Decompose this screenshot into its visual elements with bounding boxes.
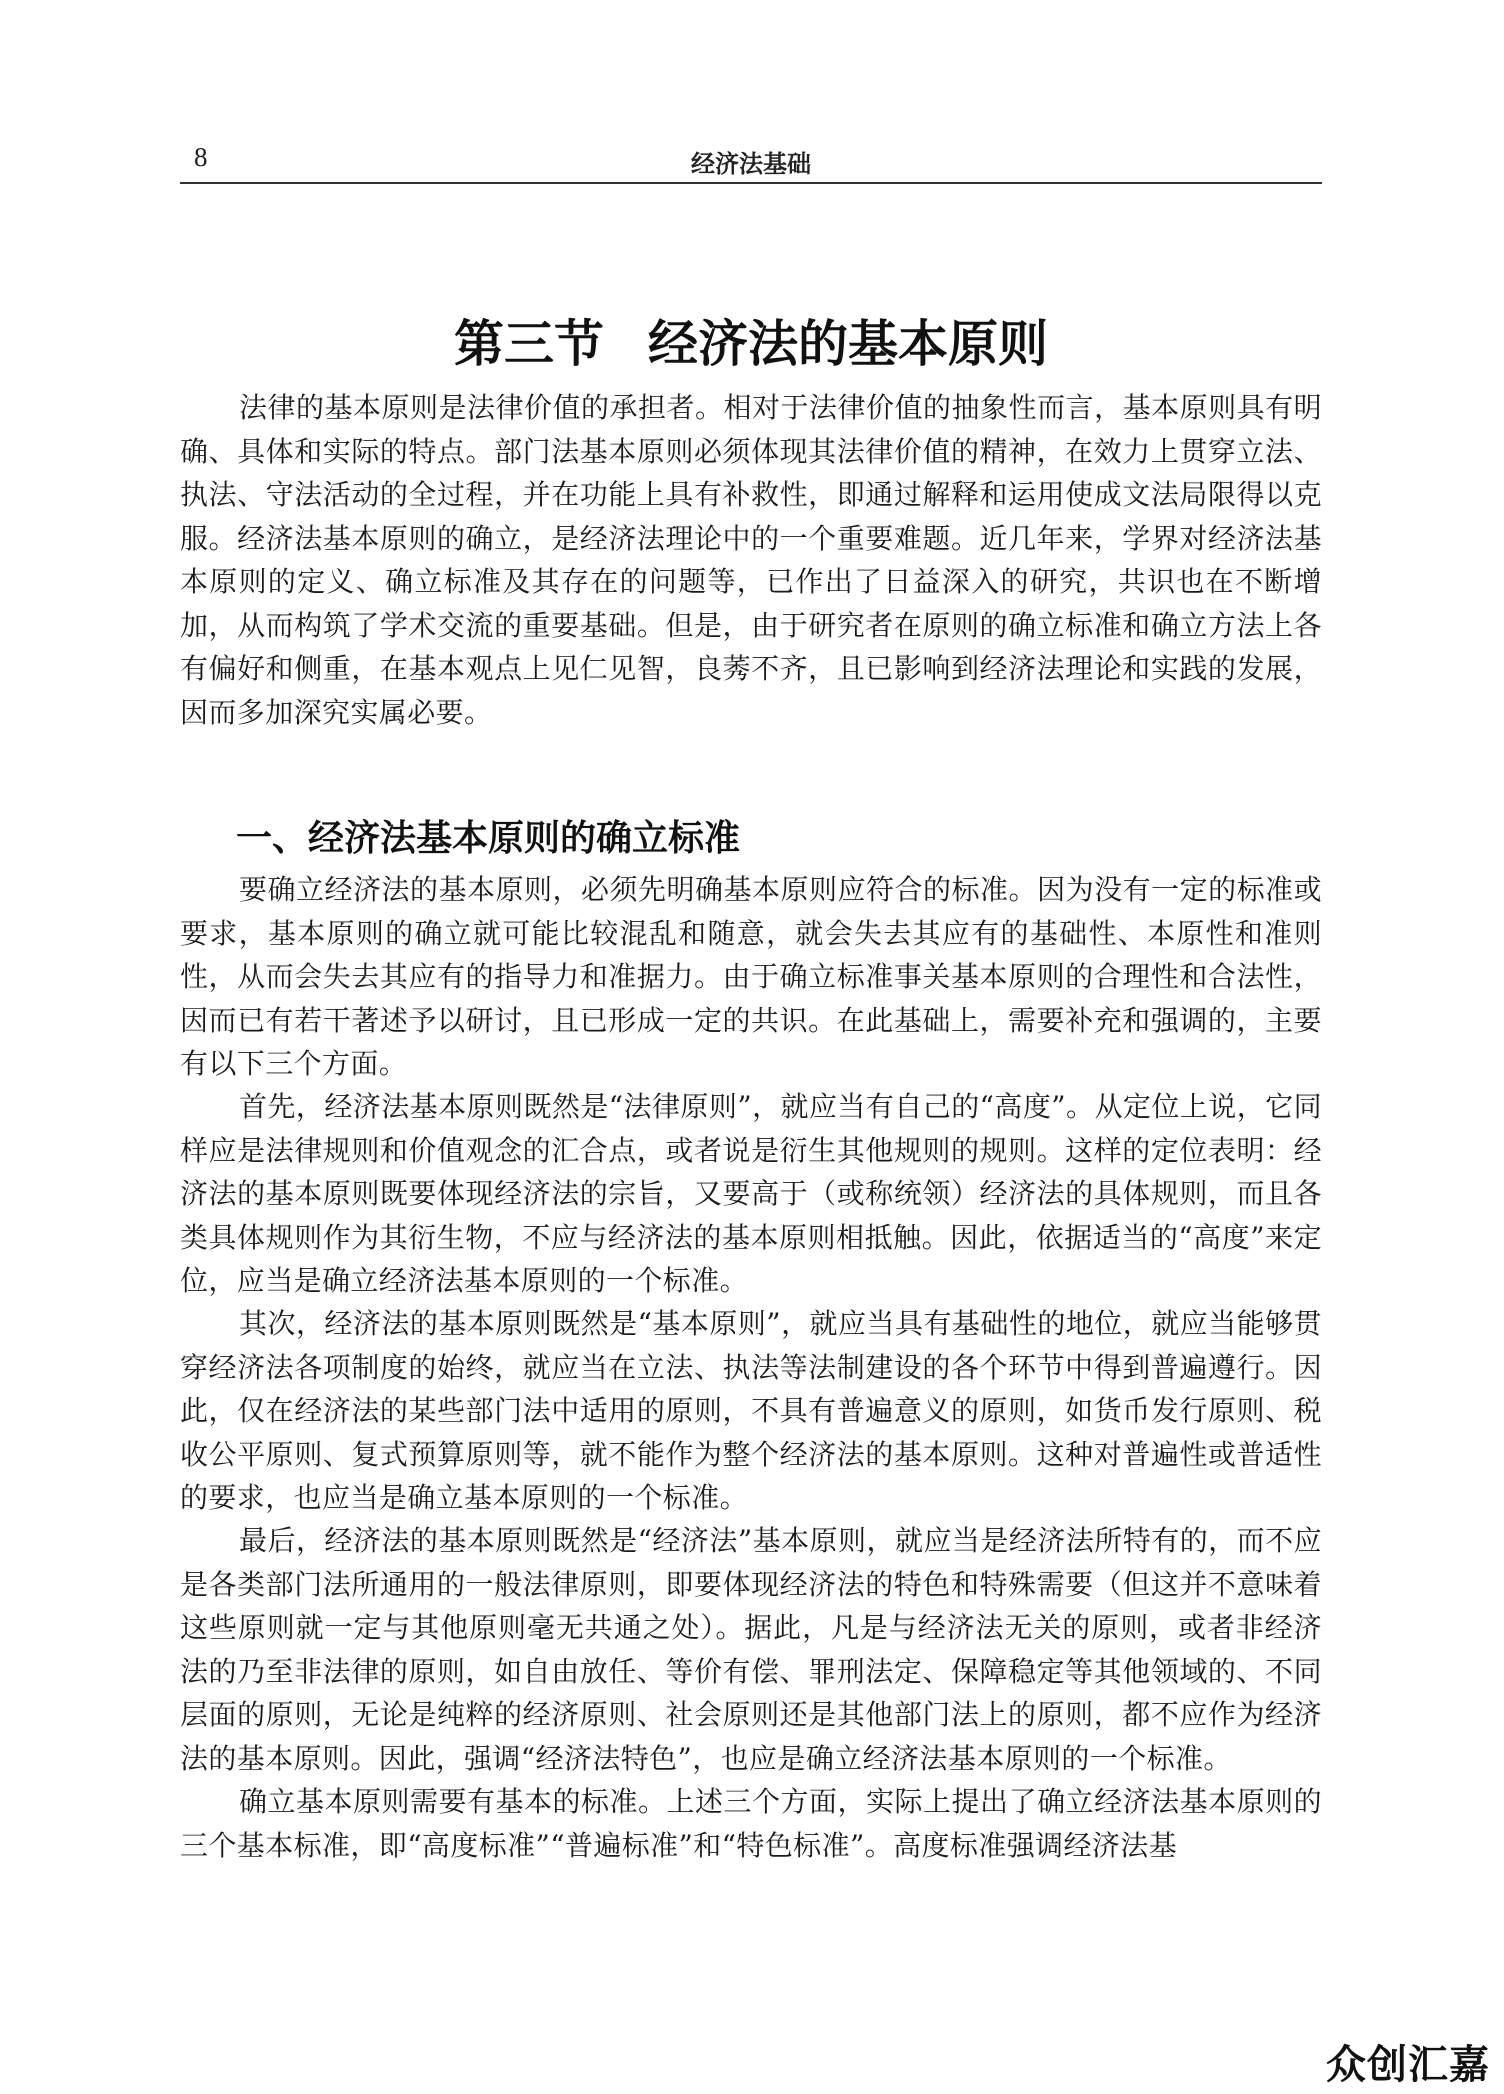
section-heading: 经济法的基本原则 xyxy=(648,313,1048,373)
running-header xyxy=(180,140,1322,184)
watermark-logo: 众创汇嘉 xyxy=(1326,2042,1490,2088)
body-paragraph-1: 要确立经济法的基本原则，必须先明确基本原则应符合的标准。因为没有一定的标准或要求，基本原则的确立就可能比较混乱和随意，就会失去其应有的基础性、本原性和准则性，从而会失去其应有的指导力和准据力。由于确立标准事关基本原则的合理性和合法性，因而已有若干著述予以研讨，且已形成一定的共识。在此基础上，需要补充和强调的，主要有以下三个方面。 xyxy=(180,873,1322,1080)
body-paragraph-4: 最后，经济法的基本原则既然是“经济法”基本原则，就应当是经济法所特有的，而不应是各类部门法所通用的一般法律原则，即要体现经济法的特色和特殊需要（但这并不意味着这些原则就一定与其他原则毫无共通之处）。据此，凡是与经济法无关的原则，或者非经济法的乃至非法律的原则，如自由放任、等价有偿、罪刑法定、保障稳定等其他领域的、不同层面的原则，无论是纯粹的经济原则、社会原则还是其他部门法上的原则，都不应作为经济法的基本原则。因此，强调“经济法特色”，也应是确立经济法基本原则的一个标准。 xyxy=(180,1524,1322,1775)
intro-paragraph: 法律的基本原则是法律价值的承担者。相对于法律价值的抽象性而言，基本原则具有明确、具体和实际的特点。部门法基本原则必须体现其法律价值的精神，在效力上贯穿立法、执法、守法活动的全过程，并在功能上具有补救性，即通过解释和运用使成文法局限得以克服。经济法基本原则的确立，是经济法理论中的一个重要难题。近几年来，学界对经济法基本原则的定义、确立标准及其存在的问题等，已作出了日益深入的研究，共识也在不断增加，从而构筑了学术交流的重要基础。但是，由于研究者在原则的确立标准和确立方法上各有偏好和侧重，在基本观点上见仁见智，良莠不齐，且已影响到经济法理论和实践的发展，因而多加深究实属必要。 xyxy=(180,391,1322,729)
body-paragraph-5: 确立基本原则需要有基本的标准。上述三个方面，实际上提出了确立经济法基本原则的三个基本标准，即“高度标准”“普遍标准”和“特色标准”。高度标准强调经济法基 xyxy=(180,1785,1322,1862)
body-paragraph-3: 其次，经济法的基本原则既然是“基本原则”，就应当具有基础性的地位，就应当能够贯穿经济法各项制度的始终，就应当在立法、执法等法制建设的各个环节中得到普遍遵行。因此，仅在经济法的某些部门法中适用的原则，不具有普遍意义的原则，如货币发行原则、税收公平原则、复式预算原则等，就不能作为整个经济法的基本原则。这种对普遍性或普适性的要求，也应当是确立基本原则的一个标准。 xyxy=(180,1307,1322,1514)
body-paragraph-2: 首先，经济法基本原则既然是“法律原则”，就应当有自己的“高度”。从定位上说，它同样应是法律规则和价值观念的汇合点，或者说是衍生其他规则的规则。这样的定位表明：经济法的基本原则既要体现经济法的宗旨，又要高于（或称统领）经济法的具体规则，而且各类具体规则作为其衍生物，不应与经济法的基本原则相抵触。因此，依据适当的“高度”来定位，应当是确立经济法基本原则的一个标准。 xyxy=(180,1090,1322,1297)
page-number: 8 xyxy=(194,142,208,172)
section-number: 第三节 xyxy=(454,313,604,373)
book-title: 经济法基础 xyxy=(691,150,811,178)
section-title xyxy=(180,304,1322,376)
subsection-title: 一、经济法基本原则的确立标准 xyxy=(236,817,741,859)
